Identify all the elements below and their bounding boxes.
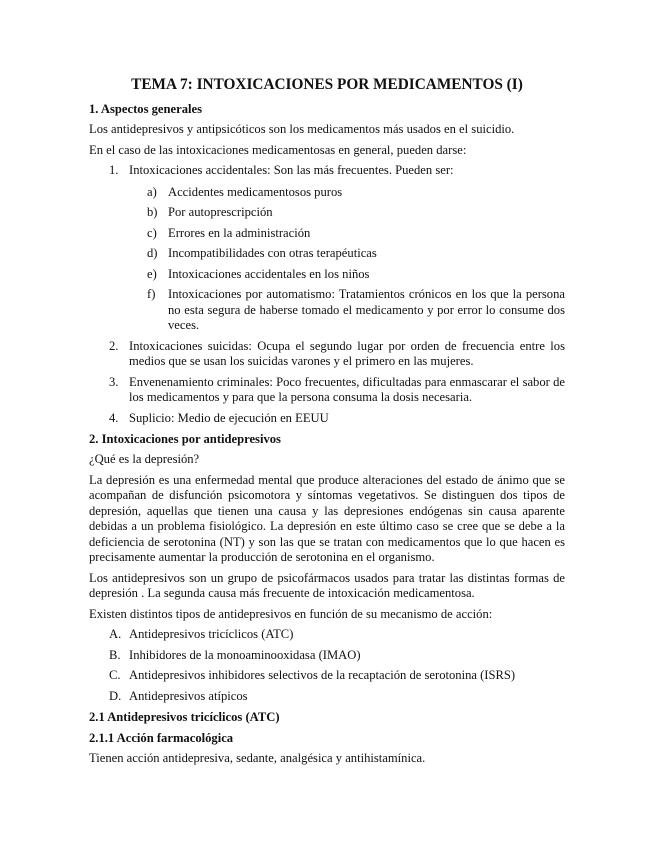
list-marker: b) — [147, 205, 158, 219]
section-heading-aspectos: 1. Aspectos generales — [89, 102, 202, 116]
document-body — [89, 76, 565, 772]
list-item-text: Envenenamiento criminales: Poco frecuentes, dificultadas para enmascarar el sabor de los medicamentos y para que la persona consuma la dosis necesaria. — [129, 374, 565, 404]
list-marker: c) — [147, 225, 157, 240]
list-marker: 3. — [109, 374, 119, 389]
list-marker: f) — [147, 287, 156, 301]
list-item-text: Incompatibilidades con otras terapéuticas — [168, 246, 377, 260]
page-title: TEMA 7: INTOXICACIONES POR MEDICAMENTOS (I) — [131, 76, 523, 93]
paragraph: En el caso de las intoxicaciones medicamentosas en general, pueden darse: — [89, 142, 467, 157]
list-marker: D. — [109, 688, 122, 703]
list-item-text: Accidentes medicamentosos puros — [168, 184, 343, 199]
list-item — [89, 267, 565, 283]
list-item — [89, 668, 565, 684]
list-item-text: Errores en la administración — [168, 225, 311, 240]
list-marker: a) — [147, 184, 157, 199]
list-item-text: Intoxicaciones suicidas: Ocupa el segundo lugar por orden de frecuencia entre los medios que se usan los suicidas varones y el primero en las mujeres. — [129, 338, 565, 368]
list-item — [89, 339, 565, 370]
list-marker: e) — [147, 266, 157, 281]
list-marker: 2. — [109, 338, 119, 353]
list-item-text: Intoxicaciones por automatismo: Tratamientos crónicos en los que la persona no esta segura de haberse tomado el medicamento y por error lo consume dos veces. — [168, 287, 565, 332]
accidental-subtypes-list — [129, 185, 565, 334]
list-item-text: Por autoprescripción — [168, 205, 273, 219]
list-item-text: Intoxicaciones accidentales: Son las más frecuentes. Pueden ser: — [129, 163, 454, 177]
list-item — [89, 205, 565, 221]
list-item — [89, 287, 565, 334]
list-item — [89, 163, 565, 334]
list-item — [89, 185, 565, 201]
paragraph: Los antidepresivos y antipsicóticos son los medicamentos más usados en el suicidio. — [89, 122, 515, 136]
list-item — [89, 226, 565, 242]
intoxication-types-list — [89, 163, 565, 426]
list-marker: B. — [109, 647, 121, 662]
list-item — [89, 648, 565, 664]
paragraph: Los antidepresivos son un grupo de psicofármacos usados para tratar las distintas formas de depresión . La segunda causa más frecuente de intoxicación medicamentosa. — [89, 570, 565, 600]
list-item — [89, 689, 565, 705]
paragraph: Existen distintos tipos de antidepresivos en función de su mecanismo de acción: — [89, 606, 493, 621]
section-heading-antidepresivos: 2. Intoxicaciones por antidepresivos — [89, 432, 281, 446]
paragraph: La depresión es una enfermedad mental que produce alteraciones del estado de ánimo que se acompañan de disfunción psicomotora y síntomas vegetativos. Se distinguen dos tipos de depresión, aquellas que tienen una causa y las depresiones endógenas sin causa aparente debidas a un problema fisiológico. La depresión en este último caso se cree que se debe a la deficiencia de serotonina (NT) y son las que se tratan con medicamentos que lo que hacen es precisamente aumentar la producción de serotonina en el organismo. — [89, 472, 565, 564]
list-item — [89, 375, 565, 406]
list-item-text: Inhibidores de la monoaminooxidasa (IMAO) — [129, 647, 361, 662]
list-item — [89, 411, 565, 427]
list-item — [89, 246, 565, 262]
list-item — [89, 627, 565, 643]
list-marker: d) — [147, 246, 158, 260]
list-item-text: Antidepresivos inhibidores selectivos de la recaptación de serotonina (ISRS) — [129, 668, 516, 682]
list-item-text: Suplicio: Medio de ejecución en EEUU — [129, 410, 329, 425]
list-marker: A. — [109, 627, 122, 641]
antidepressant-types-list — [89, 627, 565, 704]
list-marker: C. — [109, 668, 121, 682]
question-text: ¿Qué es la depresión? — [89, 452, 200, 466]
paragraph: Tienen acción antidepresiva, sedante, analgésica y antihistamínica. — [89, 751, 426, 765]
list-marker: 4. — [109, 410, 119, 425]
section-heading-atc: 2.1 Antidepresivos tricíclicos (ATC) — [89, 710, 280, 724]
list-marker: 1. — [109, 163, 119, 177]
subsection-heading-accion: 2.1.1 Acción farmacológica — [89, 731, 234, 745]
list-item-text: Antidepresivos atípicos — [129, 688, 248, 703]
list-item-text: Antidepresivos tricíclicos (ATC) — [129, 627, 294, 641]
list-item-text: Intoxicaciones accidentales en los niños — [168, 266, 370, 281]
